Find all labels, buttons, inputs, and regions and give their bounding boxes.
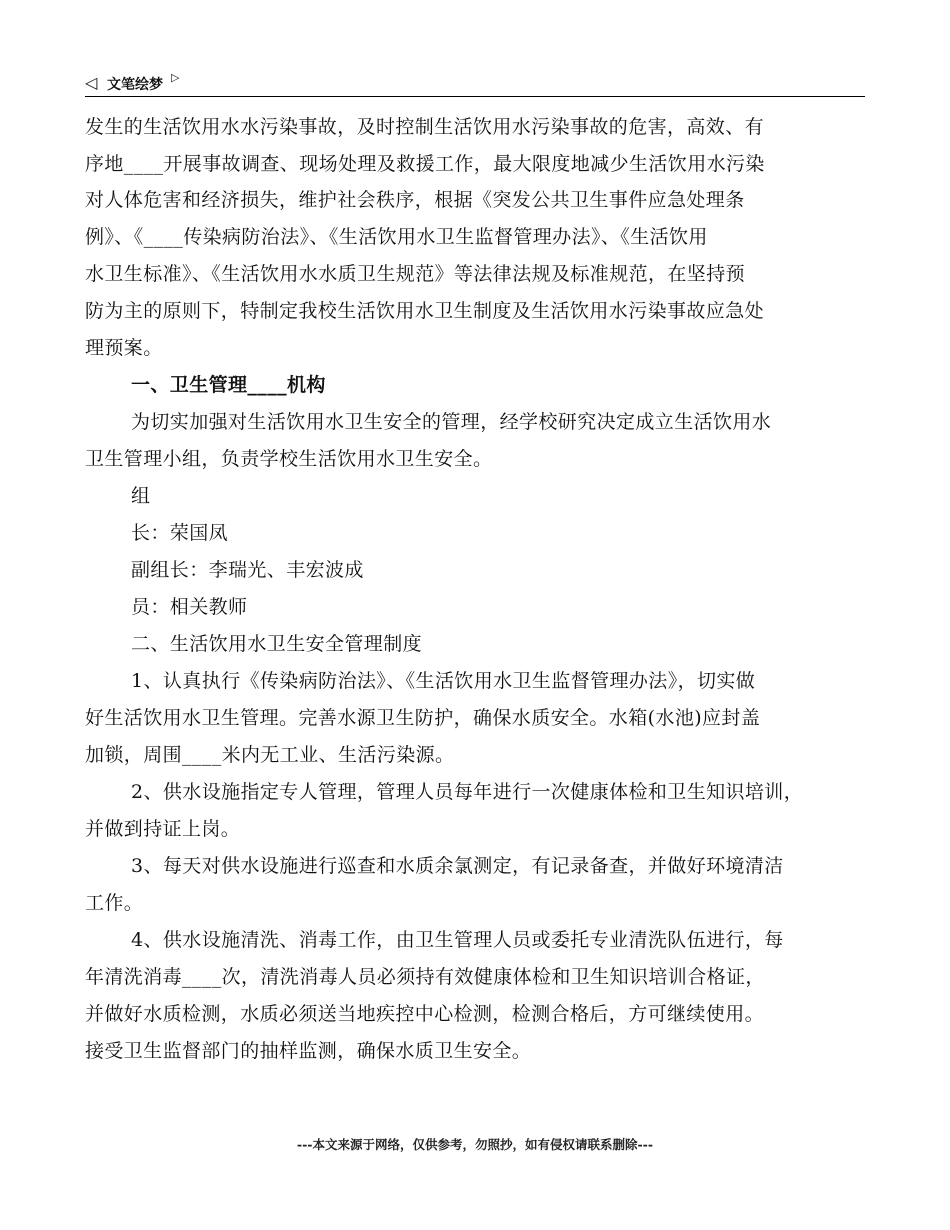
body-line: 并做好水质检测，水质必须送当地疾控中心检测，检测合格后，方可继续使用。: [85, 1003, 765, 1025]
body-line: 副组长：李瑞光、丰宏波成: [131, 559, 364, 581]
body-line: 卫生管理小组，负责学校生活饮用水卫生安全。: [85, 448, 493, 470]
left-triangle-icon: ◁: [85, 73, 98, 92]
page-footer: ---本文来源于网络，仅供参考，勿照抄，如有侵权请联系删除---: [296, 1137, 654, 1152]
page-header: [85, 70, 865, 97]
body-line: 年清洗消毒____次，清洗消毒人员必须持有效健康体检和卫生知识培训合格证，: [85, 966, 765, 988]
body-line: 序地____开展事故调查、现场处理及救援工作，最大限度地减少生活饮用水污染: [85, 153, 765, 175]
body-line: 长：荣国凤: [131, 522, 229, 544]
body-line: 好生活饮用水卫生管理。完善水源卫生防护，确保水质安全。水箱(水池)应封盖: [85, 707, 761, 729]
body-line: 为切实加强对生活饮用水卫生安全的管理，经学校研究决定成立生活饮用水: [131, 411, 772, 433]
right-triangle-icon: ▷: [171, 71, 180, 84]
body-line: 发生的生活饮用水水污染事故，及时控制生活饮用水污染事故的危害，高效、有: [85, 116, 765, 138]
body-line: 3、每天对供水设施进行巡查和水质余氯测定，有记录备查，并做好环境清洁: [131, 855, 784, 877]
body-line: 水卫生标准》、《生活饮用水水质卫生规范》等法律法规及标准规范，在坚持预: [85, 263, 746, 285]
body-line: 并做到持证上岗。: [85, 818, 241, 840]
body-line: 接受卫生监督部门的抽样监测，确保水质卫生安全。: [85, 1040, 532, 1062]
section-heading: 一、卫生管理____机构: [131, 374, 326, 396]
body-line: 组: [131, 485, 151, 507]
body-line: 4、供水设施清洗、消毒工作，由卫生管理人员或委托专业清洗队伍进行，每: [131, 929, 784, 951]
body-line: 对人体危害和经济损失，维护社会秩序，根据《突发公共卫生事件应急处理条: [85, 189, 745, 211]
body-line: 例》、《____传染病防治法》、《生活饮用水卫生监督管理办法》、《生活饮用: [85, 226, 708, 248]
body-line: 加锁，周围____米内无工业、生活污染源。: [85, 744, 455, 766]
section-heading: 二、生活饮用水卫生安全管理制度: [131, 633, 423, 655]
body-line: 2、供水设施指定专人管理，管理人员每年进行一次健康体检和卫生知识培训，: [131, 781, 804, 803]
body-line: 防为主的原则下，特制定我校生活饮用水卫生制度及生活饮用水污染事故应急处: [85, 300, 765, 322]
body-line: 工作。: [85, 892, 144, 914]
header-title: 文笔绘梦: [107, 77, 163, 93]
body-line: 1、认真执行《传染病防治法》、《生活饮用水卫生监督管理办法》，切实做: [131, 670, 756, 692]
body-line: 理预案。: [85, 337, 163, 359]
body-line: 员：相关教师: [131, 596, 248, 618]
